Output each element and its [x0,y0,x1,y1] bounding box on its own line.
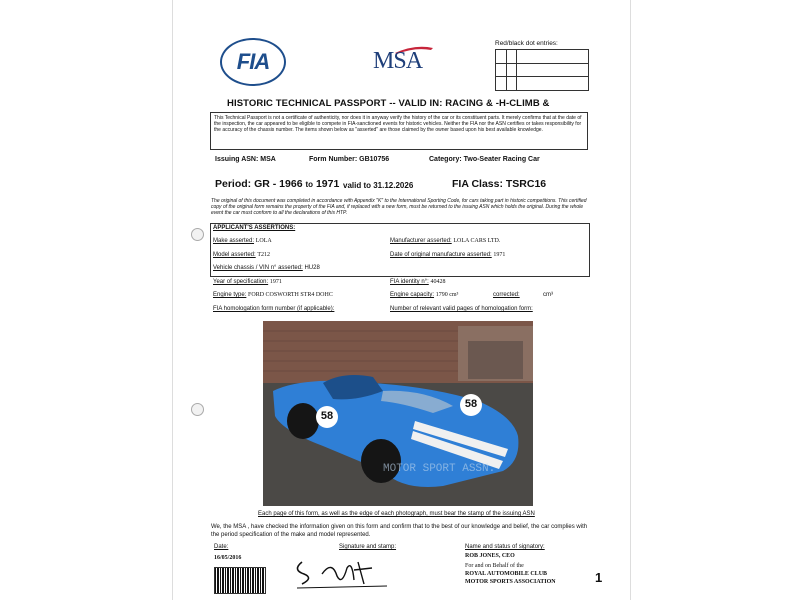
declaration: We, the MSA , have checked the information given on this form and confirm that to the best of our knowledge and belief, the car complies with the period specification of the make and model represented. [211,524,588,538]
model-field: Model asserted: T212 [213,252,271,258]
manufacturer-field: Manufacturer asserted: LOLA CARS LTD. [390,238,501,244]
assertions-heading: APPLICANT'S ASSERTIONS: [213,225,296,231]
page-marker: 1 [595,570,603,585]
engine-capacity-field: Engine capacity: 1790 cm³ [390,292,459,298]
corrected-field: corrected: [493,292,520,298]
behalf-line-2: ROYAL AUTOMOBILE CLUB [465,571,548,577]
make-field: Make asserted: LOLA [213,238,272,244]
stamp-note: Each page of this form, as well as the edge of each photograph, must bear the stamp of the issuing ASN [258,511,535,517]
signature-label: Signature and stamp: [339,544,397,550]
engine-type-field: Engine type: FORD COSWORTH STR4 DOHC [213,292,333,298]
category: Category: Two-Seater Racing Car [429,156,540,163]
photo-watermark: MOTOR SPORT ASSN. [383,463,496,475]
dot-entries-grid [495,49,589,91]
homologation-field: FIA homologation form number (if applicable): [213,306,335,312]
binder-hole [191,403,204,416]
corrected-unit: cm³ [543,292,553,298]
dot-entries-label: Red/black dot entries: [495,40,558,47]
car-number-side: 58 [320,410,334,422]
car-photo-illustration [263,321,533,506]
homologation-pages-field: Number of relevant valid pages of homologation form: [390,306,533,312]
fia-logo: FIA [220,38,286,86]
passport-page [172,0,631,600]
signatory-name: ROB JONES, CEO [465,553,515,559]
binder-hole [191,228,204,241]
date-value: 16/05/2016 [214,555,242,561]
behalf-line-3: MOTOR SPORTS ASSOCIATION [465,579,556,585]
period: Period: GR - 1966 to 1971 [215,178,340,190]
fia-identity-field: FIA identity n°: 40428 [390,279,446,285]
form-number: Form Number: GB10756 [309,156,390,163]
appendix-note: The original of this document was completed in accordance with Appendix "K" to the International Sporting Code, for cars taking part in historic competitions. This certified copy of the original form remains the property of the FIA and, if replaced with a new form, must be returned to the issuing ASN which holds the original. During the whole event the car must conform to all the declarations of this HTP. [211,198,587,216]
year-spec-field: Year of specification: 1971 [213,279,282,285]
intro-disclaimer: This Technical Passport is not a certificate of authenticity, nor does it in anyway verify the history of the car or its constituent parts. It merely confirms that at the date of the inspection, the car appeared to be eligible to compete in FIA-sanctioned events for historic vehicles. Neither the FIA nor the ASN certifies or takes responsibility for the accuracy of the chassis number. The items shown below as "asserted" are those claimed by the owner based upon his best available knowledge. [210,112,588,150]
signatory-label: Name and status of signatory: [465,544,545,550]
signature-handwritten [292,550,390,590]
barcode-stamp [214,567,266,594]
msa-logo: MSA [373,48,423,74]
behalf-line-1: For and on Behalf of the [465,563,524,569]
page-title: HISTORIC TECHNICAL PASSPORT -- VALID IN: RACING & -H-CLIMB & [227,98,550,109]
issuing-asn: Issuing ASN: MSA [215,156,276,163]
date-label: Date: [214,544,229,550]
valid-to: valid to 31.12.2026 [343,181,414,190]
manufacture-date-field: Date of original manufacture asserted: 1971 [390,252,506,258]
fia-class: FIA Class: TSRC16 [452,178,547,190]
car-photo [263,321,533,506]
chassis-field: Vehicle chassis / VIN n° asserted: HU28 [213,265,320,271]
car-number-front: 58 [464,398,478,410]
